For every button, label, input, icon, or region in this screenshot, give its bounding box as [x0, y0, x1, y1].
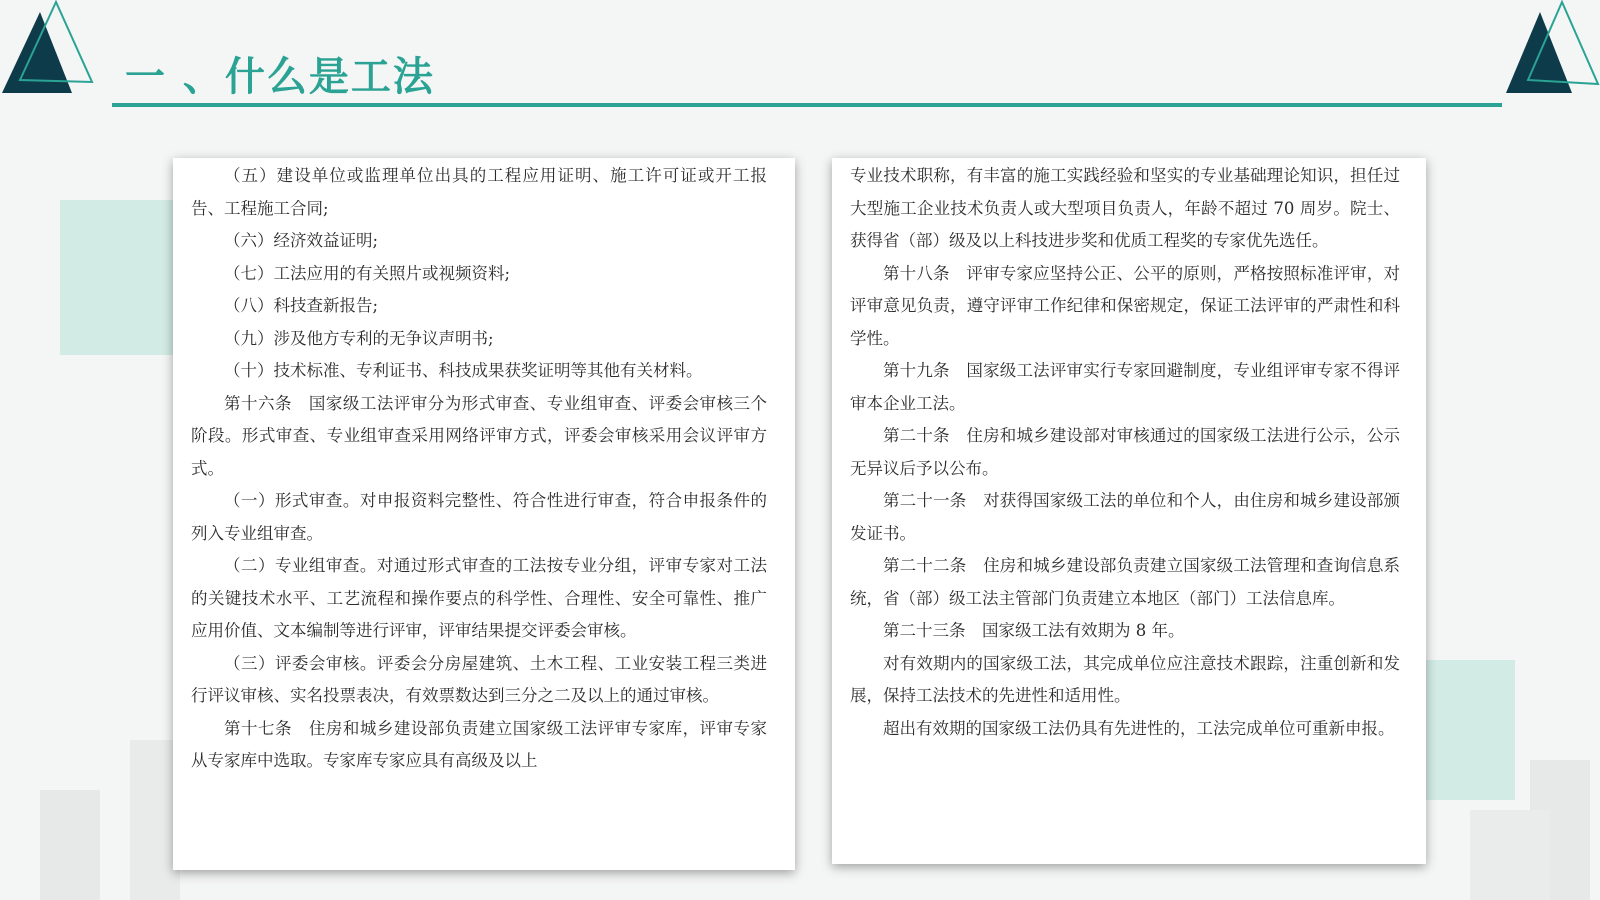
paragraph: 专业技术职称，有丰富的施工实践经验和坚实的专业基础理论知识，担任过大型施工企业技术负责人或大型项目负责人，年龄不超过 70 周岁。院士、获得省（部）级及以上科技进步奖和优质工程奖的专家优先选任。 — [850, 166, 1400, 250]
paragraph: 第二十二条 住房和城乡建设部负责建立国家级工法管理和查询信息系统，省（部）级工法主管部门负责建立本地区（部门）工法信息库。 — [850, 556, 1400, 608]
triangle-logo-right — [1500, 0, 1600, 100]
paragraph: （二）专业组审查。对通过形式审查的工法按专业分组，评审专家对工法的关键技术水平、工艺流程和操作要点的科学性、合理性、安全可靠性、推广应用价值、文本编制等进行评审，评审结果提交评委会审核。 — [191, 556, 767, 640]
paragraph: （一）形式审查。对申报资料完整性、符合性进行审查，符合申报条件的列入专业组审查。 — [191, 491, 767, 543]
paragraph: （九）涉及他方专利的无争议声明书; — [224, 328, 494, 348]
paragraph: （七）工法应用的有关照片或视频资料; — [224, 263, 511, 283]
paragraph: （十）技术标准、专利证书、科技成果获奖证明等其他有关材料。 — [224, 361, 703, 380]
paragraph: （六）经济效益证明; — [224, 231, 379, 250]
paragraph: 第十九条 国家级工法评审实行专家回避制度，专业组评审专家不得评审本企业工法。 — [850, 361, 1400, 413]
paragraph: 第十六条 国家级工法评审分为形式审查、专业组审查、评委会审核三个阶段。形式审查、专业组审查采用网络评审方式，评委会审核采用会议评审方式。 — [191, 393, 767, 478]
paragraph: 对有效期内的国家级工法，其完成单位应注意技术跟踪，注重创新和发展，保持工法技术的先进性和适用性。 — [850, 653, 1400, 705]
paragraph: 第十八条 评审专家应坚持公正、公平的原则，严格按照标准评审，对评审意见负责，遵守评审工作纪律和保密规定，保证工法评审的严肃性和科学性。 — [850, 263, 1400, 348]
paragraph: 第二十一条 对获得国家级工法的单位和个人，由住房和城乡建设部颁发证书。 — [850, 491, 1400, 543]
paragraph: 第二十三条 国家级工法有效期为 8 年。 — [883, 621, 1185, 640]
paragraph: 第二十条 住房和城乡建设部对审核通过的国家级工法进行公示，公示无异议后予以公布。 — [850, 426, 1400, 478]
accent-block-left — [60, 200, 180, 355]
document-page-right — [832, 158, 1426, 864]
document-page-left — [173, 158, 795, 870]
title-underline — [112, 103, 1502, 107]
paragraph: （三）评委会审核。评委会分房屋建筑、土木工程、工业安装工程三类进行评议审核、实名投票表决，有效票数达到三分之二及以上的通过审核。 — [191, 653, 767, 705]
page-title: 一 、什么是工法 — [125, 54, 435, 100]
paragraph: （五）建设单位或监理单位出具的工程应用证明、施工许可证或开工报告、工程施工合同; — [191, 166, 767, 218]
paragraph: 超出有效期的国家级工法仍具有先进性的，工法完成单位可重新申报。 — [883, 718, 1395, 738]
paragraph: （八）科技查新报告; — [224, 296, 379, 315]
triangle-logo-left — [0, 0, 100, 100]
paragraph: 第十七条 住房和城乡建设部负责建立国家级工法评审专家库，评审专家从专家库中选取。专家库专家应具有高级及以上 — [191, 718, 767, 770]
